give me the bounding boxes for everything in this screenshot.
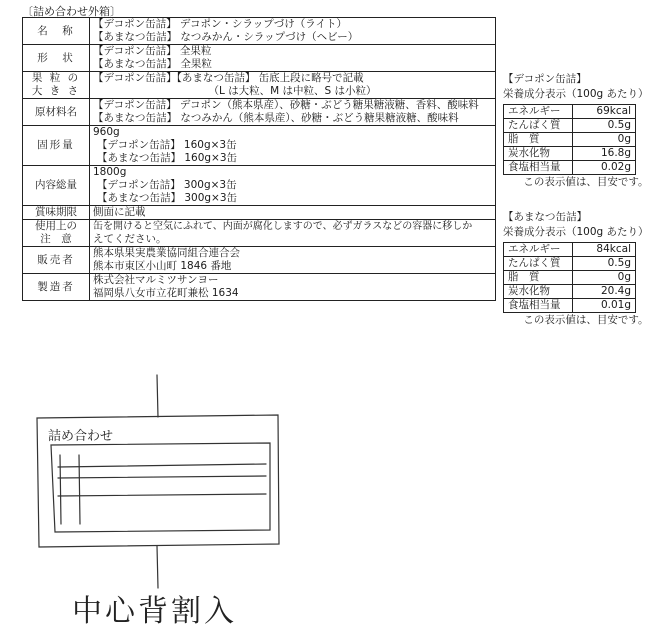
row-caution [23, 220, 496, 247]
sketch-bottom-line [157, 546, 158, 588]
nutrition-note: この表示値は、目安です。 [523, 314, 649, 326]
value-ingredients: 【デコポン缶詰】 デコポン（熊本県産）、砂糖・ぶどう糖果糖液糖、香料、酸味料 【あまなつ缶詰】 なつみかん（熊本県産）、砂糖・ぶどう糖果糖液糖、酸味料 [90, 99, 496, 126]
label-expiry: 賞味期限 [23, 206, 90, 220]
value-solid: 960g 【デコポン缶詰】 160g×3缶 【あまなつ缶詰】 160g×3缶 [90, 126, 496, 166]
nutrition-table [503, 242, 636, 313]
row-expiry [23, 206, 496, 220]
row-shape [23, 45, 496, 72]
value-name: 【デコポン缶詰】 デコポン・シラップづけ（ライト） 【あまなつ缶詰】 なつみかん・シラップづけ（ヘビー） [90, 18, 496, 45]
value-total: 1800g 【デコポン缶詰】 300g×3缶 【あまなつ缶詰】 300g×3缶 [90, 166, 496, 206]
label-maker: 製造者 [23, 274, 90, 301]
label-name: 名 称 [23, 18, 90, 45]
row-ingredients [23, 99, 496, 126]
value-caution: 缶を開けると空気にふれて、内面が腐化しますので、必ずガラスなどの容器に移しか えてください。 [90, 220, 496, 247]
value-size: 【デコポン缶詰】【あまなつ缶詰】 缶底上段に略号で記載 （L は大粒、M は中粒、S は小粒） [90, 72, 496, 99]
nutrition-row: 食塩相当量 0.02g [504, 161, 636, 175]
sketch-box-label: 詰め合わせ [48, 429, 114, 444]
label-solid: 固形量 [23, 126, 90, 166]
nutrition-row: 炭水化物 16.8g [504, 147, 636, 161]
sketch-vertical-1 [60, 455, 61, 524]
nutrition-title: 【デコポン缶詰】 [503, 73, 587, 85]
nutrition-row: エネルギー 84kcal [504, 243, 636, 257]
row-size [23, 72, 496, 99]
nutrition-row: たんぱく質 0.5g [504, 119, 636, 133]
sketch-inner-box [51, 443, 270, 532]
row-solid [23, 126, 496, 166]
value-seller: 熊本県果実農業協同組合連合会 熊本市東区小山町 1846 番地 [90, 247, 496, 274]
nutrition-panel-amanatsu [503, 210, 649, 328]
row-name [23, 18, 496, 45]
row-total [23, 166, 496, 206]
nutrition-subtitle: 栄養成分表示（100g あたり） [503, 226, 649, 238]
sketch-divider-3 [58, 494, 266, 496]
label-size: 果 粒 の 大 き さ [23, 72, 90, 99]
nutrition-table [503, 104, 636, 175]
label-shape: 形 状 [23, 45, 90, 72]
value-maker: 株式会社マルミツサンヨー 福岡県八女市立花町兼松 1634 [90, 274, 496, 301]
row-seller [23, 247, 496, 274]
nutrition-title: 【あまなつ缶詰】 [503, 211, 587, 223]
nutrition-note: この表示値は、目安です。 [523, 176, 649, 188]
nutrition-subtitle: 栄養成分表示（100g あたり） [503, 88, 649, 100]
caption: 〔詰め合わせ外箱〕 [22, 5, 121, 18]
value-expiry: 側面に記載 [90, 206, 496, 220]
label-total: 内容総量 [23, 166, 90, 206]
nutrition-row: たんぱく質 0.5g [504, 257, 636, 271]
sketch-divider-2 [58, 476, 266, 478]
row-maker [23, 274, 496, 301]
nutrition-row: 炭水化物 20.4g [504, 285, 636, 299]
sketch-divider-1 [58, 464, 266, 467]
nutrition-row: エネルギー 69kcal [504, 105, 636, 119]
nutrition-row: 脂 質 0g [504, 133, 636, 147]
sketch-top-line [157, 375, 158, 417]
nutrition-row: 脂 質 0g [504, 271, 636, 285]
label-ingredients: 原材料名 [23, 99, 90, 126]
nutrition-panel-dekopon [503, 72, 649, 190]
sketch-bottom-text: 中心背割入 [72, 594, 237, 629]
spec-table [22, 17, 496, 301]
label-caution: 使用上の 注 意 [23, 220, 90, 247]
nutrition-row: 食塩相当量 0.01g [504, 299, 636, 313]
value-shape: 【デコポン缶詰】 全果粒 【あまなつ缶詰】 全果粒 [90, 45, 496, 72]
label-seller: 販売者 [23, 247, 90, 274]
sketch-vertical-2 [79, 455, 80, 524]
